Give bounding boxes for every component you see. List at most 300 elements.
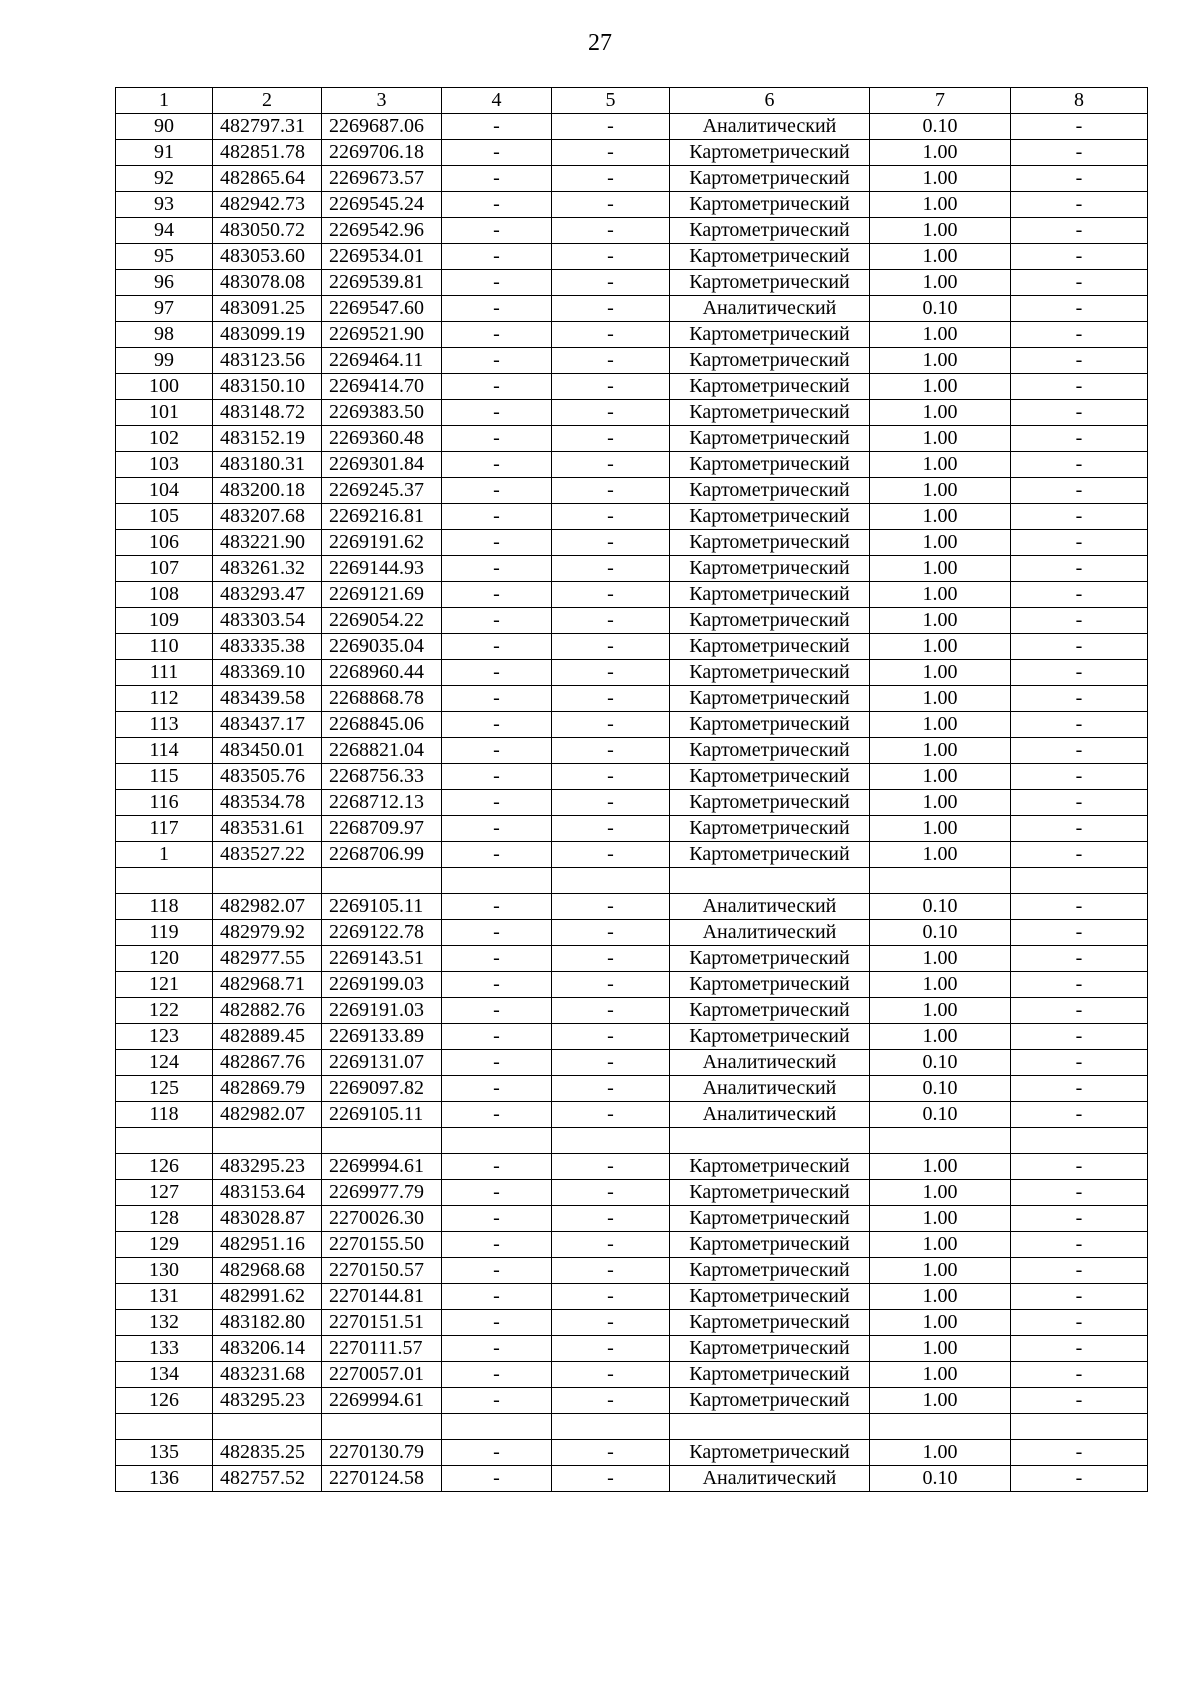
y-coordinate-cell: 2270150.57 bbox=[322, 1258, 442, 1284]
col8-cell: - bbox=[1011, 270, 1148, 296]
point-number-cell: 122 bbox=[116, 998, 213, 1024]
col4-cell: - bbox=[442, 1284, 552, 1310]
x-coordinate-cell bbox=[213, 1414, 322, 1440]
col5-cell: - bbox=[552, 374, 670, 400]
col8-cell: - bbox=[1011, 998, 1148, 1024]
table-row bbox=[116, 1232, 1148, 1258]
accuracy-cell: 1.00 bbox=[870, 166, 1011, 192]
method-cell: Картометрический bbox=[670, 426, 870, 452]
point-number-cell: 119 bbox=[116, 920, 213, 946]
point-number-cell bbox=[116, 868, 213, 894]
method-cell: Картометрический bbox=[670, 1310, 870, 1336]
col5-cell: - bbox=[552, 166, 670, 192]
table-row bbox=[116, 764, 1148, 790]
col4-cell: - bbox=[442, 998, 552, 1024]
method-cell: Картометрический bbox=[670, 842, 870, 868]
table-row bbox=[116, 946, 1148, 972]
y-coordinate-cell: 2270144.81 bbox=[322, 1284, 442, 1310]
x-coordinate-cell: 483123.56 bbox=[213, 348, 322, 374]
col8-cell: - bbox=[1011, 140, 1148, 166]
x-coordinate-cell: 482835.25 bbox=[213, 1440, 322, 1466]
col8-cell: - bbox=[1011, 1154, 1148, 1180]
x-coordinate-cell: 483437.17 bbox=[213, 712, 322, 738]
y-coordinate-cell: 2269542.96 bbox=[322, 218, 442, 244]
col8-cell: - bbox=[1011, 1336, 1148, 1362]
accuracy-cell: 1.00 bbox=[870, 374, 1011, 400]
x-coordinate-cell: 482869.79 bbox=[213, 1076, 322, 1102]
table-row bbox=[116, 998, 1148, 1024]
point-number-cell: 97 bbox=[116, 296, 213, 322]
col5-cell: - bbox=[552, 1284, 670, 1310]
col4-cell: - bbox=[442, 660, 552, 686]
accuracy-cell: 0.10 bbox=[870, 920, 1011, 946]
col8-cell: - bbox=[1011, 478, 1148, 504]
y-coordinate-cell: 2269521.90 bbox=[322, 322, 442, 348]
col5-cell bbox=[552, 1414, 670, 1440]
col8-cell: - bbox=[1011, 1180, 1148, 1206]
x-coordinate-cell: 482991.62 bbox=[213, 1284, 322, 1310]
table-row bbox=[116, 504, 1148, 530]
method-cell: Аналитический bbox=[670, 920, 870, 946]
accuracy-cell: 1.00 bbox=[870, 426, 1011, 452]
col5-cell: - bbox=[552, 478, 670, 504]
col5-cell: - bbox=[552, 1076, 670, 1102]
accuracy-cell: 0.10 bbox=[870, 1076, 1011, 1102]
method-cell: Аналитический bbox=[670, 296, 870, 322]
table-row bbox=[116, 348, 1148, 374]
accuracy-cell: 1.00 bbox=[870, 348, 1011, 374]
method-cell: Картометрический bbox=[670, 556, 870, 582]
method-cell: Картометрический bbox=[670, 530, 870, 556]
col4-cell: - bbox=[442, 894, 552, 920]
col8-cell: - bbox=[1011, 634, 1148, 660]
method-cell: Картометрический bbox=[670, 660, 870, 686]
method-cell: Картометрический bbox=[670, 1258, 870, 1284]
col8-cell: - bbox=[1011, 608, 1148, 634]
method-cell: Картометрический bbox=[670, 998, 870, 1024]
col8-cell: - bbox=[1011, 452, 1148, 478]
point-number-cell: 1 bbox=[116, 842, 213, 868]
col4-cell: - bbox=[442, 1024, 552, 1050]
col5-cell: - bbox=[552, 660, 670, 686]
method-cell: Картометрический bbox=[670, 140, 870, 166]
table-row bbox=[116, 1414, 1148, 1440]
col4-cell: - bbox=[442, 738, 552, 764]
point-number-cell: 135 bbox=[116, 1440, 213, 1466]
y-coordinate-cell: 2269105.11 bbox=[322, 894, 442, 920]
col8-cell: - bbox=[1011, 426, 1148, 452]
point-number-cell: 99 bbox=[116, 348, 213, 374]
col4-cell: - bbox=[442, 1076, 552, 1102]
x-coordinate-cell: 483450.01 bbox=[213, 738, 322, 764]
point-number-cell: 128 bbox=[116, 1206, 213, 1232]
method-cell: Аналитический bbox=[670, 1076, 870, 1102]
y-coordinate-cell: 2269301.84 bbox=[322, 452, 442, 478]
col4-cell: - bbox=[442, 1466, 552, 1492]
point-number-cell: 120 bbox=[116, 946, 213, 972]
table-row bbox=[116, 972, 1148, 998]
accuracy-cell: 1.00 bbox=[870, 582, 1011, 608]
col5-cell: - bbox=[552, 1050, 670, 1076]
accuracy-cell: 1.00 bbox=[870, 478, 1011, 504]
col8-cell: - bbox=[1011, 1050, 1148, 1076]
point-number-cell: 113 bbox=[116, 712, 213, 738]
table-row bbox=[116, 1154, 1148, 1180]
accuracy-cell: 1.00 bbox=[870, 556, 1011, 582]
method-cell: Картометрический bbox=[670, 738, 870, 764]
page-number: 27 bbox=[588, 30, 612, 56]
y-coordinate-cell: 2270130.79 bbox=[322, 1440, 442, 1466]
col5-cell: - bbox=[552, 1180, 670, 1206]
col8-cell: - bbox=[1011, 1258, 1148, 1284]
col8-cell: - bbox=[1011, 686, 1148, 712]
col5-cell: - bbox=[552, 1258, 670, 1284]
method-cell: Картометрический bbox=[670, 582, 870, 608]
y-coordinate-cell: 2268960.44 bbox=[322, 660, 442, 686]
col5-cell: - bbox=[552, 322, 670, 348]
col8-cell: - bbox=[1011, 842, 1148, 868]
col4-cell: - bbox=[442, 1102, 552, 1128]
col5-cell: - bbox=[552, 140, 670, 166]
col4-cell: - bbox=[442, 634, 552, 660]
col4-cell: - bbox=[442, 1180, 552, 1206]
method-cell: Картометрический bbox=[670, 816, 870, 842]
point-number-cell: 105 bbox=[116, 504, 213, 530]
x-coordinate-cell: 482968.71 bbox=[213, 972, 322, 998]
x-coordinate-cell: 483534.78 bbox=[213, 790, 322, 816]
col4-cell: - bbox=[442, 920, 552, 946]
accuracy-cell: 1.00 bbox=[870, 738, 1011, 764]
y-coordinate-cell: 2269143.51 bbox=[322, 946, 442, 972]
table-row bbox=[116, 1284, 1148, 1310]
table-row bbox=[116, 270, 1148, 296]
point-number-cell: 136 bbox=[116, 1466, 213, 1492]
col4-cell: - bbox=[442, 816, 552, 842]
method-cell: Аналитический bbox=[670, 1102, 870, 1128]
point-number-cell: 90 bbox=[116, 114, 213, 140]
point-number-cell bbox=[116, 1128, 213, 1154]
method-cell: Картометрический bbox=[670, 244, 870, 270]
method-cell: Картометрический bbox=[670, 166, 870, 192]
col4-cell: - bbox=[442, 556, 552, 582]
col5-cell: - bbox=[552, 348, 670, 374]
coordinates-table bbox=[115, 87, 1148, 1492]
col4-cell: - bbox=[442, 1362, 552, 1388]
accuracy-cell: 0.10 bbox=[870, 296, 1011, 322]
method-cell: Картометрический bbox=[670, 1180, 870, 1206]
x-coordinate-cell: 483303.54 bbox=[213, 608, 322, 634]
x-coordinate-cell: 483152.19 bbox=[213, 426, 322, 452]
table-row bbox=[116, 322, 1148, 348]
method-cell: Картометрический bbox=[670, 1388, 870, 1414]
x-coordinate-cell: 482867.76 bbox=[213, 1050, 322, 1076]
x-coordinate-cell: 483295.23 bbox=[213, 1388, 322, 1414]
accuracy-cell: 1.00 bbox=[870, 218, 1011, 244]
y-coordinate-cell: 2269216.81 bbox=[322, 504, 442, 530]
point-number-cell: 103 bbox=[116, 452, 213, 478]
y-coordinate-cell: 2269097.82 bbox=[322, 1076, 442, 1102]
point-number-cell: 100 bbox=[116, 374, 213, 400]
col4-cell: - bbox=[442, 296, 552, 322]
col5-cell: - bbox=[552, 686, 670, 712]
y-coordinate-cell: 2269977.79 bbox=[322, 1180, 442, 1206]
col8-cell bbox=[1011, 868, 1148, 894]
accuracy-cell: 1.00 bbox=[870, 270, 1011, 296]
col8-cell: - bbox=[1011, 1102, 1148, 1128]
col5-cell: - bbox=[552, 218, 670, 244]
col4-cell: - bbox=[442, 790, 552, 816]
y-coordinate-cell: 2269360.48 bbox=[322, 426, 442, 452]
col4-cell: - bbox=[442, 478, 552, 504]
accuracy-cell: 1.00 bbox=[870, 764, 1011, 790]
method-cell bbox=[670, 1128, 870, 1154]
x-coordinate-cell: 482982.07 bbox=[213, 894, 322, 920]
col5-cell: - bbox=[552, 1154, 670, 1180]
y-coordinate-cell: 2269673.57 bbox=[322, 166, 442, 192]
col8-cell: - bbox=[1011, 192, 1148, 218]
col8-cell: - bbox=[1011, 400, 1148, 426]
col4-cell: - bbox=[442, 712, 552, 738]
method-cell: Картометрический bbox=[670, 270, 870, 296]
point-number-cell: 118 bbox=[116, 894, 213, 920]
y-coordinate-cell: 2269133.89 bbox=[322, 1024, 442, 1050]
method-cell: Картометрический bbox=[670, 218, 870, 244]
method-cell: Картометрический bbox=[670, 1232, 870, 1258]
col5-cell: - bbox=[552, 1466, 670, 1492]
point-number-cell: 101 bbox=[116, 400, 213, 426]
col5-cell: - bbox=[552, 634, 670, 660]
table-row bbox=[116, 530, 1148, 556]
y-coordinate-cell: 2269545.24 bbox=[322, 192, 442, 218]
table-row bbox=[116, 1440, 1148, 1466]
point-number-cell: 92 bbox=[116, 166, 213, 192]
y-coordinate-cell: 2269105.11 bbox=[322, 1102, 442, 1128]
accuracy-cell: 1.00 bbox=[870, 452, 1011, 478]
y-coordinate-cell: 2270057.01 bbox=[322, 1362, 442, 1388]
method-cell: Картометрический bbox=[670, 400, 870, 426]
x-coordinate-cell: 482797.31 bbox=[213, 114, 322, 140]
point-number-cell: 134 bbox=[116, 1362, 213, 1388]
col5-cell: - bbox=[552, 608, 670, 634]
col8-cell: - bbox=[1011, 556, 1148, 582]
col8-cell: - bbox=[1011, 114, 1148, 140]
col5-cell: - bbox=[552, 1336, 670, 1362]
col5-cell: - bbox=[552, 400, 670, 426]
method-cell: Картометрический bbox=[670, 686, 870, 712]
column-header: 2 bbox=[213, 88, 322, 114]
x-coordinate-cell bbox=[213, 868, 322, 894]
col8-cell bbox=[1011, 1128, 1148, 1154]
x-coordinate-cell: 483335.38 bbox=[213, 634, 322, 660]
table-row bbox=[116, 582, 1148, 608]
table-row bbox=[116, 1128, 1148, 1154]
table-row bbox=[116, 296, 1148, 322]
col8-cell: - bbox=[1011, 920, 1148, 946]
table-row bbox=[116, 1180, 1148, 1206]
col4-cell: - bbox=[442, 946, 552, 972]
x-coordinate-cell: 483050.72 bbox=[213, 218, 322, 244]
x-coordinate-cell: 482865.64 bbox=[213, 166, 322, 192]
table-row bbox=[116, 426, 1148, 452]
col4-cell: - bbox=[442, 426, 552, 452]
col8-cell bbox=[1011, 1414, 1148, 1440]
col5-cell bbox=[552, 1128, 670, 1154]
col8-cell: - bbox=[1011, 972, 1148, 998]
col8-cell: - bbox=[1011, 660, 1148, 686]
table-row bbox=[116, 556, 1148, 582]
method-cell: Картометрический bbox=[670, 348, 870, 374]
point-number-cell: 123 bbox=[116, 1024, 213, 1050]
method-cell bbox=[670, 1414, 870, 1440]
method-cell: Картометрический bbox=[670, 712, 870, 738]
method-cell: Картометрический bbox=[670, 374, 870, 400]
accuracy-cell: 1.00 bbox=[870, 634, 1011, 660]
x-coordinate-cell: 482942.73 bbox=[213, 192, 322, 218]
point-number-cell: 118 bbox=[116, 1102, 213, 1128]
table-row bbox=[116, 192, 1148, 218]
col5-cell: - bbox=[552, 894, 670, 920]
col4-cell: - bbox=[442, 452, 552, 478]
y-coordinate-cell: 2269687.06 bbox=[322, 114, 442, 140]
accuracy-cell: 1.00 bbox=[870, 1284, 1011, 1310]
point-number-cell bbox=[116, 1414, 213, 1440]
point-number-cell: 106 bbox=[116, 530, 213, 556]
accuracy-cell: 1.00 bbox=[870, 1180, 1011, 1206]
col5-cell: - bbox=[552, 998, 670, 1024]
col8-cell: - bbox=[1011, 1076, 1148, 1102]
x-coordinate-cell: 483150.10 bbox=[213, 374, 322, 400]
point-number-cell: 98 bbox=[116, 322, 213, 348]
x-coordinate-cell: 483099.19 bbox=[213, 322, 322, 348]
point-number-cell: 132 bbox=[116, 1310, 213, 1336]
x-coordinate-cell: 482979.92 bbox=[213, 920, 322, 946]
table-row bbox=[116, 686, 1148, 712]
col4-cell: - bbox=[442, 972, 552, 998]
table-body bbox=[116, 114, 1148, 1492]
x-coordinate-cell: 482882.76 bbox=[213, 998, 322, 1024]
col8-cell: - bbox=[1011, 1388, 1148, 1414]
accuracy-cell: 1.00 bbox=[870, 816, 1011, 842]
method-cell: Картометрический bbox=[670, 1440, 870, 1466]
col8-cell: - bbox=[1011, 1284, 1148, 1310]
col8-cell: - bbox=[1011, 816, 1148, 842]
table-row bbox=[116, 1336, 1148, 1362]
col5-cell: - bbox=[552, 452, 670, 478]
x-coordinate-cell: 482851.78 bbox=[213, 140, 322, 166]
accuracy-cell: 1.00 bbox=[870, 244, 1011, 270]
x-coordinate-cell: 483231.68 bbox=[213, 1362, 322, 1388]
col4-cell: - bbox=[442, 244, 552, 270]
table-row bbox=[116, 1258, 1148, 1284]
accuracy-cell: 1.00 bbox=[870, 946, 1011, 972]
point-number-cell: 131 bbox=[116, 1284, 213, 1310]
col8-cell: - bbox=[1011, 504, 1148, 530]
col8-cell: - bbox=[1011, 218, 1148, 244]
column-header: 3 bbox=[322, 88, 442, 114]
y-coordinate-cell: 2269464.11 bbox=[322, 348, 442, 374]
x-coordinate-cell: 483531.61 bbox=[213, 816, 322, 842]
y-coordinate-cell: 2269539.81 bbox=[322, 270, 442, 296]
point-number-cell: 127 bbox=[116, 1180, 213, 1206]
y-coordinate-cell: 2268821.04 bbox=[322, 738, 442, 764]
x-coordinate-cell: 483527.22 bbox=[213, 842, 322, 868]
method-cell: Картометрический bbox=[670, 478, 870, 504]
col4-cell: - bbox=[442, 192, 552, 218]
x-coordinate-cell: 483221.90 bbox=[213, 530, 322, 556]
col5-cell: - bbox=[552, 582, 670, 608]
col5-cell: - bbox=[552, 192, 670, 218]
x-coordinate-cell: 482951.16 bbox=[213, 1232, 322, 1258]
y-coordinate-cell: 2270151.51 bbox=[322, 1310, 442, 1336]
y-coordinate-cell: 2269414.70 bbox=[322, 374, 442, 400]
col8-cell: - bbox=[1011, 166, 1148, 192]
x-coordinate-cell: 483439.58 bbox=[213, 686, 322, 712]
col5-cell: - bbox=[552, 1310, 670, 1336]
col8-cell: - bbox=[1011, 738, 1148, 764]
method-cell: Картометрический bbox=[670, 972, 870, 998]
point-number-cell: 95 bbox=[116, 244, 213, 270]
col5-cell: - bbox=[552, 244, 670, 270]
col4-cell bbox=[442, 868, 552, 894]
x-coordinate-cell: 482968.68 bbox=[213, 1258, 322, 1284]
y-coordinate-cell: 2270111.57 bbox=[322, 1336, 442, 1362]
col8-cell: - bbox=[1011, 582, 1148, 608]
x-coordinate-cell: 482977.55 bbox=[213, 946, 322, 972]
accuracy-cell: 1.00 bbox=[870, 998, 1011, 1024]
method-cell: Картометрический bbox=[670, 764, 870, 790]
y-coordinate-cell: 2270124.58 bbox=[322, 1466, 442, 1492]
table-row bbox=[116, 816, 1148, 842]
method-cell: Картометрический bbox=[670, 608, 870, 634]
x-coordinate-cell: 483293.47 bbox=[213, 582, 322, 608]
col8-cell: - bbox=[1011, 1362, 1148, 1388]
y-coordinate-cell bbox=[322, 1414, 442, 1440]
accuracy-cell: 1.00 bbox=[870, 1024, 1011, 1050]
col4-cell: - bbox=[442, 764, 552, 790]
accuracy-cell: 1.00 bbox=[870, 1336, 1011, 1362]
y-coordinate-cell: 2269122.78 bbox=[322, 920, 442, 946]
accuracy-cell bbox=[870, 1414, 1011, 1440]
col4-cell: - bbox=[442, 530, 552, 556]
table-row bbox=[116, 868, 1148, 894]
point-number-cell: 117 bbox=[116, 816, 213, 842]
method-cell: Картометрический bbox=[670, 1206, 870, 1232]
y-coordinate-cell: 2268756.33 bbox=[322, 764, 442, 790]
y-coordinate-cell: 2269706.18 bbox=[322, 140, 442, 166]
col4-cell: - bbox=[442, 582, 552, 608]
y-coordinate-cell: 2268712.13 bbox=[322, 790, 442, 816]
method-cell: Картометрический bbox=[670, 452, 870, 478]
col4-cell: - bbox=[442, 114, 552, 140]
col4-cell: - bbox=[442, 1206, 552, 1232]
point-number-cell: 96 bbox=[116, 270, 213, 296]
y-coordinate-cell: 2268845.06 bbox=[322, 712, 442, 738]
accuracy-cell: 0.10 bbox=[870, 894, 1011, 920]
col4-cell: - bbox=[442, 608, 552, 634]
x-coordinate-cell: 483180.31 bbox=[213, 452, 322, 478]
accuracy-cell: 1.00 bbox=[870, 504, 1011, 530]
x-coordinate-cell: 483207.68 bbox=[213, 504, 322, 530]
accuracy-cell: 1.00 bbox=[870, 1154, 1011, 1180]
point-number-cell: 115 bbox=[116, 764, 213, 790]
method-cell: Картометрический bbox=[670, 946, 870, 972]
col4-cell: - bbox=[442, 1154, 552, 1180]
accuracy-cell: 1.00 bbox=[870, 790, 1011, 816]
col8-cell: - bbox=[1011, 1206, 1148, 1232]
col5-cell: - bbox=[552, 764, 670, 790]
y-coordinate-cell: 2269994.61 bbox=[322, 1388, 442, 1414]
col5-cell: - bbox=[552, 1232, 670, 1258]
